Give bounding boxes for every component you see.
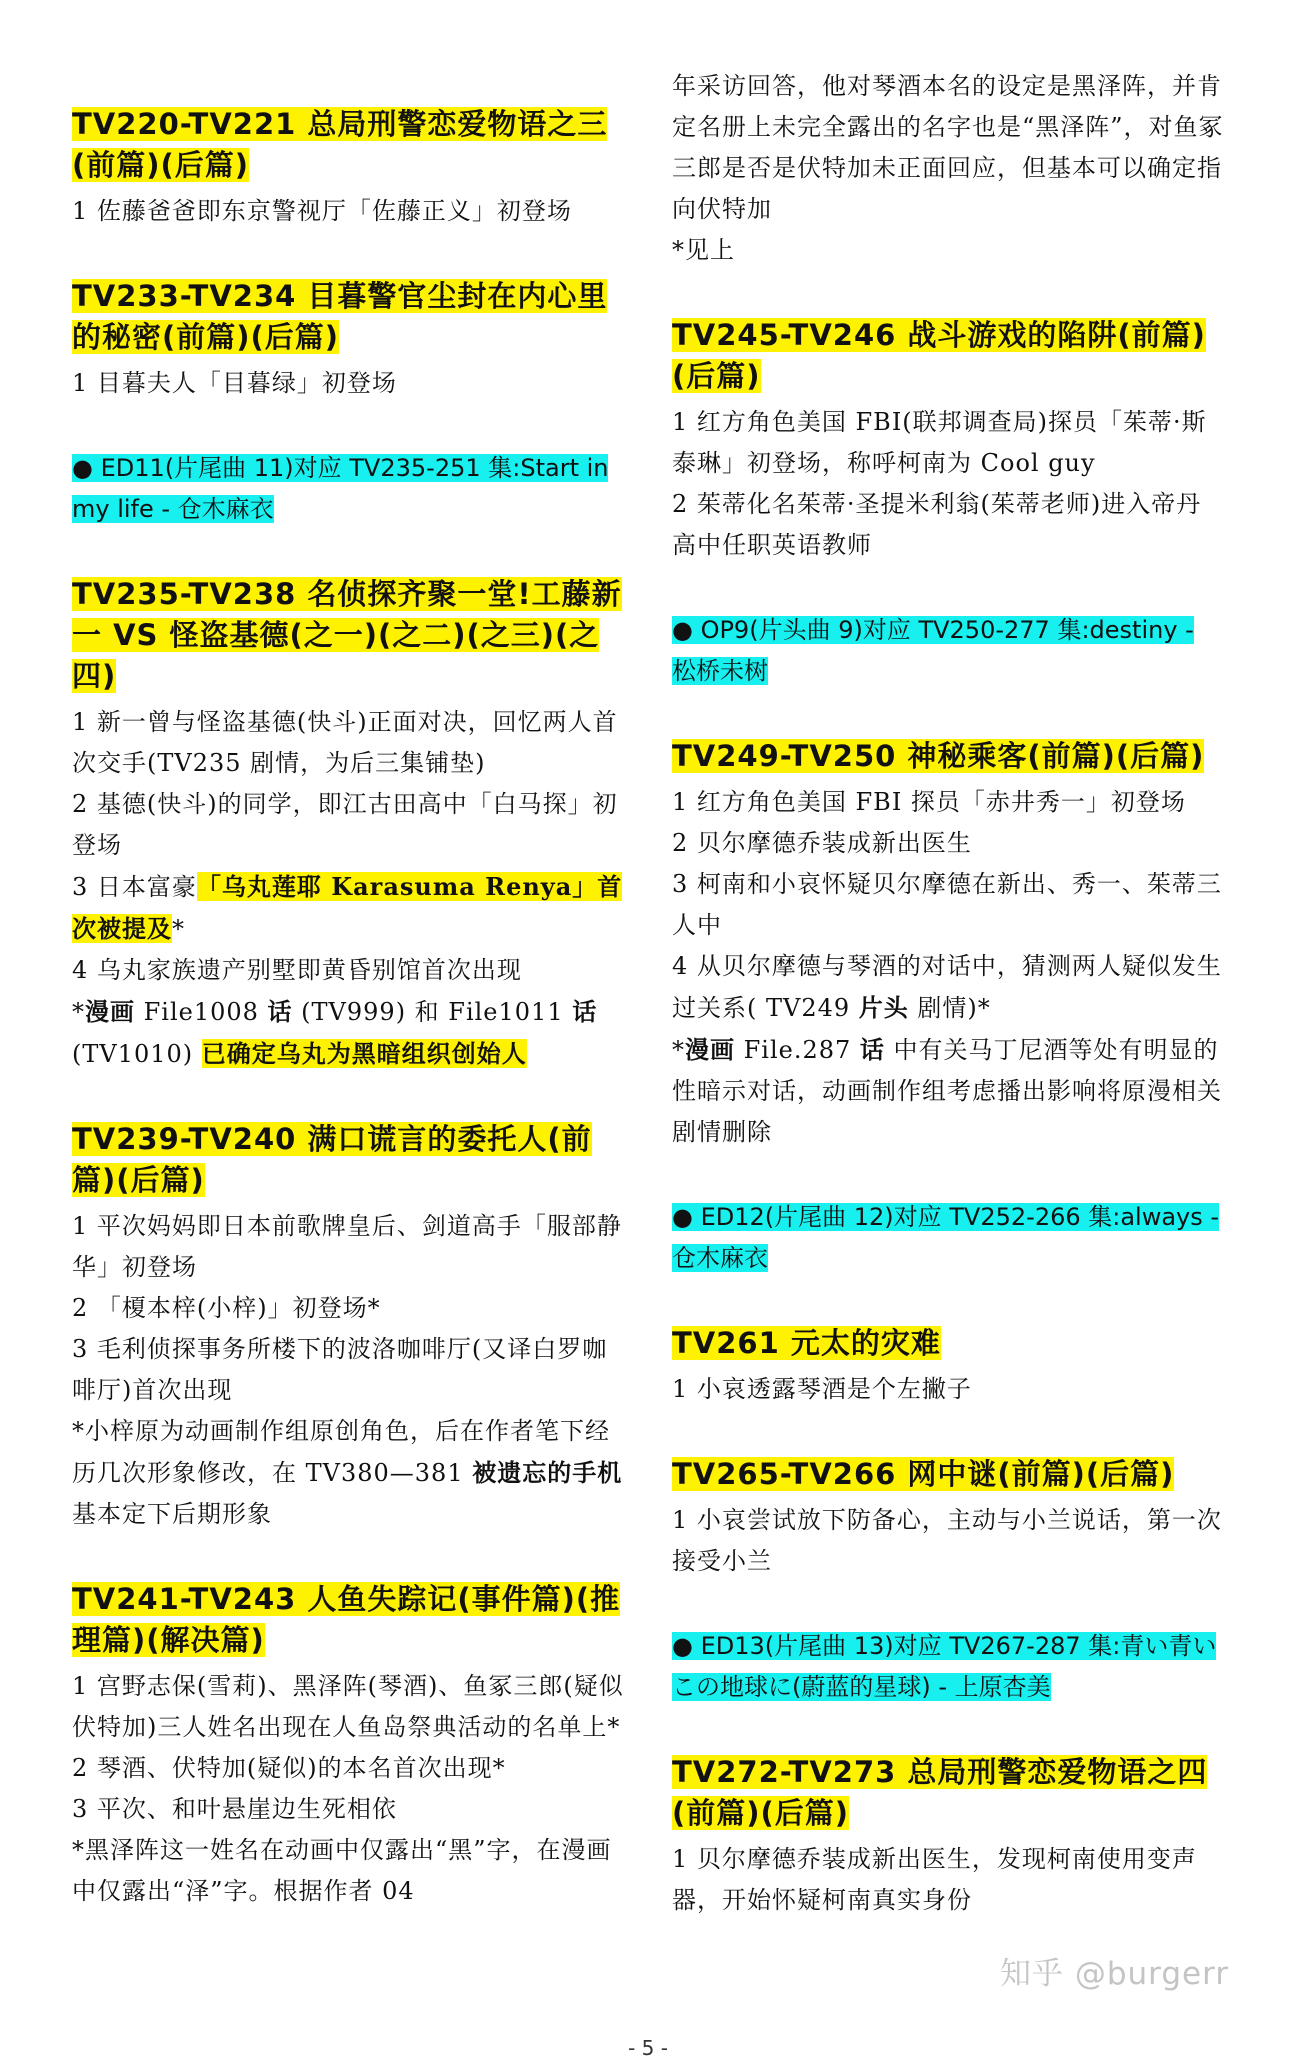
episode-title: TV261 元太的灾难 <box>672 1326 941 1360</box>
episode-note: 1 佐藤爸爸即东京警视厅「佐藤正义」初登场 <box>72 197 572 225</box>
episode-footnote: *漫画 File.287 话 中有关马丁尼酒等处有明显的性暗示对话，动画制作组考虑播出影响将原漫相关剧情删除 <box>672 1035 1222 1146</box>
page-number: - 5 - <box>628 2036 668 2060</box>
highlighted-text: 「乌丸莲耶 Karasuma Renya」首次被提及 <box>72 872 623 943</box>
episode-note: 1 红方角色美国 FBI(联邦调查局)探员「茱蒂·斯泰琳」初登场，称呼柯南为 Cool guy <box>672 408 1207 477</box>
episode-title: TV239-TV240 满口谎言的委托人(前篇)(后篇) <box>72 1122 592 1197</box>
episode-note: 2 基德(快斗)的同学，即江古田高中「白马探」初登场 <box>72 790 618 859</box>
episode-note: 3 日本富豪「乌丸莲耶 Karasuma Renya」首次被提及* <box>72 872 623 943</box>
song-ed12: ● ED12(片尾曲 12)对应 TV252-266 集:always - 仓木麻衣 <box>672 1203 1220 1272</box>
episode-tv233-234 <box>72 276 624 404</box>
footnote-continuation <box>672 66 1224 271</box>
episode-title: TV220-TV221 总局刑警恋爱物语之三(前篇)(后篇) <box>72 107 608 182</box>
episode-note: 1 小哀透露琴酒是个左撇子 <box>672 1375 972 1403</box>
episode-note: 1 贝尔摩德乔装成新出医生，发现柯南使用变声器，开始怀疑柯南真实身份 <box>672 1845 1197 1914</box>
song-ed13: ● ED13(片尾曲 13)对应 TV267-287 集:青い青いこの地球に(蔚蓝的星球) - 上原杏美 <box>672 1632 1217 1701</box>
episode-title: TV265-TV266 网中谜(前篇)(后篇) <box>672 1457 1175 1491</box>
episode-tv235-238 <box>72 574 624 1075</box>
episode-note: 2 茱蒂化名茱蒂·圣提米利翁(茱蒂老师)进入帝丹高中任职英语教师 <box>672 490 1202 559</box>
song-op9: ● OP9(片头曲 9)对应 TV250-277 集:destiny - 松桥未树 <box>672 616 1194 685</box>
episode-note: 1 新一曾与怪盗基德(快斗)正面对决，回忆两人首次交手(TV235 剧情，为后三集铺垫) <box>72 708 618 777</box>
episode-footnote: *见上 <box>672 236 735 264</box>
episode-note: 1 红方角色美国 FBI 探员「赤井秀一」初登场 <box>672 788 1186 816</box>
episode-note: 1 宫野志保(雪莉)、黑泽阵(琴酒)、鱼冢三郎(疑似伏特加)三人姓名出现在人鱼岛祭典活动的名单上* <box>72 1672 624 1741</box>
episode-tv272-273 <box>672 1752 1224 1921</box>
song-ed11: ● ED11(片尾曲 11)对应 TV235-251 集:Start in my life - 仓木麻衣 <box>72 454 609 523</box>
episode-tv245-246 <box>672 315 1224 566</box>
episode-note: 2 「榎本梓(小梓)」初登场* <box>72 1294 381 1322</box>
episode-note: 3 毛利侦探事务所楼下的波洛咖啡厅(又译白罗咖啡厅)首次出现 <box>72 1335 608 1404</box>
left-column <box>72 104 624 1956</box>
episode-tv239-240 <box>72 1119 624 1535</box>
highlighted-text: 已确定乌丸为黑暗组织创始人 <box>201 1039 527 1068</box>
episode-title: TV272-TV273 总局刑警恋爱物语之四(前篇)(后篇) <box>672 1755 1208 1830</box>
episode-tv241-243 <box>72 1579 624 1912</box>
episode-note: 1 目暮夫人「目暮绿」初登场 <box>72 369 397 397</box>
episode-footnote: 年采访回答，他对琴酒本名的设定是黑泽阵，并肯定名册上未完全露出的名字也是“黑泽阵”，对鱼冢三郎是否是伏特加未正面回应，但基本可以确定指向伏特加 <box>672 72 1224 223</box>
episode-tv220-221 <box>72 104 624 232</box>
episode-footnote: *小梓原为动画制作组原创角色，后在作者笔下经历几次形象修改，在 TV380—381 被遗忘的手机 基本定下后期形象 <box>72 1417 623 1528</box>
episode-note: 1 小哀尝试放下防备心，主动与小兰说话，第一次接受小兰 <box>672 1506 1222 1575</box>
episode-title: TV249-TV250 神秘乘客(前篇)(后篇) <box>672 739 1205 773</box>
episode-note: 4 从贝尔摩德与琴酒的对话中，猜测两人疑似发生过关系( TV249 片头 剧情)* <box>672 952 1222 1022</box>
episode-note: 3 柯南和小哀怀疑贝尔摩德在新出、秀一、茱蒂三人中 <box>672 870 1222 939</box>
episode-note: 3 平次、和叶悬崖边生死相依 <box>72 1795 397 1823</box>
episode-note: 4 乌丸家族遗产别墅即黄昏别馆首次出现 <box>72 956 522 984</box>
episode-tv265-266 <box>672 1454 1224 1582</box>
right-column <box>672 66 1224 1965</box>
episode-footnote: *黑泽阵这一姓名在动画中仅露出“黑”字，在漫画中仅露出“泽”字。根据作者 04 <box>72 1836 612 1905</box>
watermark-text: 知乎 @burgerr <box>1000 1956 1230 1992</box>
episode-note: 2 琴酒、伏特加(疑似)的本名首次出现* <box>72 1754 506 1782</box>
episode-note: 2 贝尔摩德乔装成新出医生 <box>672 829 972 857</box>
episode-tv261 <box>672 1323 1224 1410</box>
episode-title: TV241-TV243 人鱼失踪记(事件篇)(推理篇)(解决篇) <box>72 1582 621 1657</box>
episode-title: TV245-TV246 战斗游戏的陷阱(前篇)(后篇) <box>672 318 1206 393</box>
episode-title: TV235-TV238 名侦探齐聚一堂!工藤新一 VS 怪盗基德(之一)(之二)(之三)(之四) <box>72 577 622 693</box>
episode-note: 1 平次妈妈即日本前歌牌皇后、剑道高手「服部静华」初登场 <box>72 1212 622 1281</box>
episode-title: TV233-TV234 目暮警官尘封在内心里的秘密(前篇)(后篇) <box>72 279 608 354</box>
episode-footnote: *漫画 File1008 话 (TV999) 和 File1011 话 (TV1010) 已确定乌丸为黑暗组织创始人 <box>72 997 598 1068</box>
episode-tv249-250 <box>672 736 1224 1153</box>
